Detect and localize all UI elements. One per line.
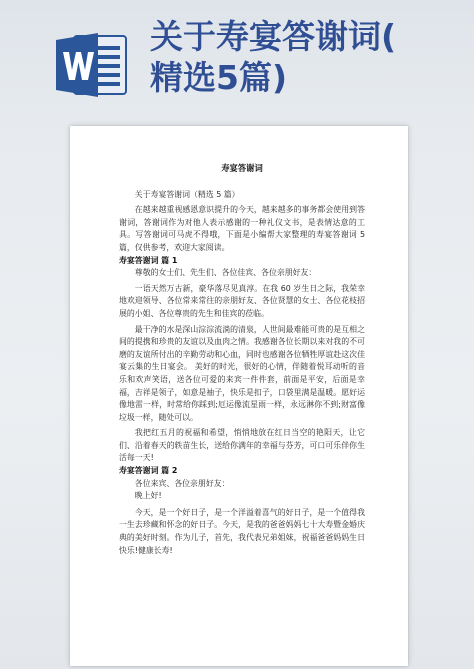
word-document-icon <box>54 30 132 100</box>
section-heading-1: 寿宴答谢词 篇 1 <box>119 255 178 265</box>
section-1-paragraph: 我把红五月的祝福和希望，悄悄地放在红日当空的艳阳天，让它们、沿着春天的轶苗生长，送给你满年的幸福与芬芳，可口可乐伴你生活每一天! <box>119 428 365 463</box>
section-2-paragraph: 晚上好! <box>134 491 162 501</box>
title-line-2: 精选5篇) <box>150 58 288 97</box>
intro-line: 关于寿宴答谢词（精选 5 篇） <box>134 189 240 199</box>
header-banner <box>0 0 474 118</box>
document-title: 寿宴答谢词 <box>221 163 263 173</box>
intro-paragraph: 在越来越重视感恩意识提升的今天，越来越多的事务都会使用到答谢词，答谢词作为对他人表示感谢的一种礼仪文书，是表情达意的工具。写答谢词可马虎不得哦，下面是小编帮大家整理的寿宴答谢词 5 篇，仅供参考，欢迎大家阅读。 <box>119 205 365 252</box>
page-title <box>150 16 470 98</box>
section-1-paragraph: 一语天然万古新，豪华落尽见真淳。在我 60 岁生日之际，我荣幸地欢迎领导、各位常来常往的亲朋好友、各位贤慧的女士、各位花枝招展的小姐、各位尊贵的先生和佳宾的莅临。 <box>119 283 365 318</box>
section-heading-2: 寿宴答谢词 篇 2 <box>119 466 178 476</box>
section-2-paragraph: 各位来宾、各位亲朋好友： <box>134 478 230 488</box>
section-2-paragraph: 今天，是一个好日子，是一个洋溢着喜气的好日子，是一个值得我一生去珍藏和怀念的好日子。今天，是我的爸爸妈妈七十大寿暨金婚庆典的美好时刻。作为儿子，首先，我代表兄弟姐妹，祝福爸爸妈妈生日快乐!健康长寿! <box>119 507 365 555</box>
document-page <box>70 126 408 666</box>
title-line-1: 关于寿宴答谢词( <box>150 17 397 56</box>
section-1-paragraph: 尊敬的女士们、先生们、各位佳宾、各位亲朋好友： <box>134 268 317 278</box>
section-1-paragraph: 最干净的水是深山淙淙流淌的清泉，人世间最难能可贵的是互相之间的提携和珍贵的友谊以及血肉之情。我感谢各位长期以来对我的不可磨的友谊所付出的辛勤劳动和心血，同时也感谢各位牺牲厚谊赴这次佳宴云集的生日宴会。 美好的时光，很好的心情，伴随着悦耳动听的音乐和欢声笑语，送各位可爱的来宾一件件套，前面是平安，后面是幸福，吉祥是领子，如意是袖子，快乐是扣子，口袋里满是温暖。愿好运像地雷一样，时常给你踩到;厄运像流星雨一样，永远淋你不到;财富像垃圾一样，随处可以。 <box>119 324 365 422</box>
document-body <box>119 162 365 557</box>
